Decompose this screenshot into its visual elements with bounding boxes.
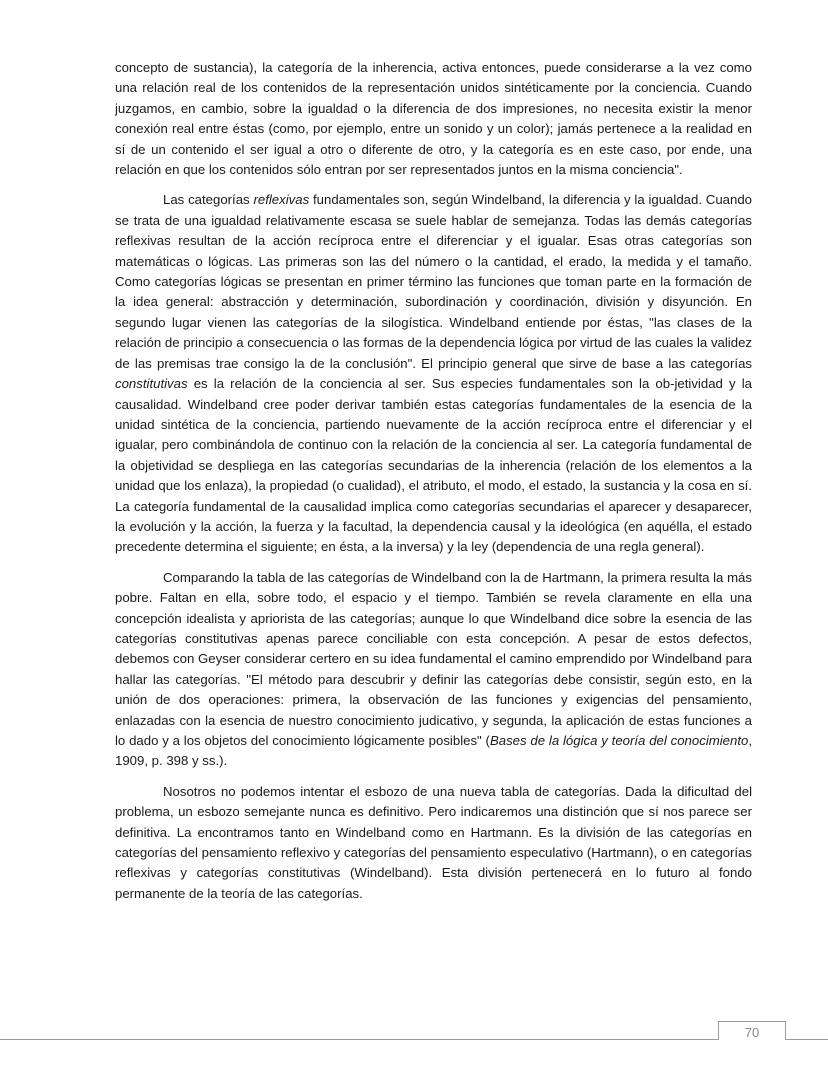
paragraph-2 [115,190,752,557]
paragraph-1-text: concepto de sustancia), la categoría de la inherencia, activa entonces, puede considerarse a la vez como una relación real de los contenidos de la representación unidos sintéticamente por la conciencia. Cuando juzgamos, en cambio, sobre la igualdad o la diferencia de dos impresiones, no necesita existir la menor conexión real entre éstas (como, por ejemplo, entre un sonido y un color); jamás pertenece a la realidad en sí de un contenido el ser igual a otro o diferente de otro, y la categoría es en este caso, por ende, una relación en que los contenidos sólo entran por ser representados juntos en la misma conciencia". [115,60,752,178]
paragraph-2-emphasis-reflexivas: reflexivas [253,192,310,208]
page-number: 70 [718,1021,786,1040]
paragraph-2-text-c: es la relación de la conciencia al ser. Sus especies fundamentales son la ob-jetividad y la causalidad. Windelband cree poder derivar también estas categorías fundamentales de la esencia de la unidad sintética de la conciencia, partiendo nuevamente de la acción recíproca entre el diferenciar y el igualar, pero combinándola de continuo con la relación de la conciencia al ser. La categoría fundamental de la objetividad se despliega en las categorías secundarias de la inherencia (relación de los elementos a la unidad que los enlaza), la propiedad (o cualidad), el atributo, el modo, el estado, la sustancia y la cosa en sí. La categoría fundamental de la causalidad implica como categorías secundarias el aparecer y desaparecer, la evolución y la acción, la fuerza y la facultad, la dependencia causal y la ideológica (en aquélla, el estado precedente determina el siguiente; en ésta, a la inversa) y la ley (dependencia de una regla general). [115,376,752,555]
paragraph-2-text-a: Las categorías [163,192,254,208]
paragraph-3-text-b: , 1909, p. 398 y ss.). [115,733,752,769]
paragraph-1 [115,58,752,180]
paragraph-2-emphasis-constitutivas: constitutivas [115,376,188,392]
paragraph-4-text: Nosotros no podemos intentar el esbozo de una nueva tabla de categorías. Dada la dificultad del problema, un esbozo semejante nunca es definitivo. Pero indicaremos una distinción que sí nos parece ser definitiva. La encontramos tanto en Windelband como en Hartmann. Es la división de las categorías en categorías del pensamiento reflexivo y categorías del pensamiento especulativo (Hartmann), o en categorías reflexivas y categorías constitutivas (Windelband). Esta división pertenecerá en lo futuro al fondo permanente de la teoría de las categorías. [115,783,752,901]
footer-rule [0,1039,828,1040]
page-body-text [115,58,752,914]
paragraph-4 [115,782,752,904]
paragraph-3-emphasis-book-title: Bases de la lógica y teoría del conocimiento [489,733,749,748]
paragraph-3 [115,568,752,772]
paragraph-3-text-a: Comparando la tabla de las categorías de Windelband con la de Hartmann, la primera resulta la más pobre. Faltan en ella, sobre todo, el espacio y el tiempo. También se revela claramente en ella una concepción idealista y apriorista de las categorías; aunque lo que Windelband dice sobre la esencia de las categorías constitutivas apenas parece conciliable con esta concepción. A pesar de estos defectos, debemos con Geyser considerar certero en su idea fundamental el camino emprendido por Windelband para hallar las categorías. "El método para descubrir y definir las categorías debe consistir, según esto, en la unión de dos operaciones: primera, la observación de las funciones y exigencias del pensamiento, enlazadas con la esencia de nuestro conocimiento judicativo, y segunda, la aplicación de estas funciones a lo dado y a los objetos del conocimiento lógicamente posibles" ( [115,569,752,748]
paragraph-2-text-b: fundamentales son, según Windelband, la diferencia y la igualdad. Cuando se trata de una igualdad relativamente escasa se suele hablar de semejanza. Todas las demás categorías reflexivas resultan de la acción recíproca entre el diferenciar y el igualar. Esas otras categorías son matemáticas o lógicas. Las primeras son las del número o la cantidad, el erado, la medida y el tamaño. Como categorías lógicas se presentan en primer término las funciones que toman parte en la formación de la idea general: abstracción y determinación, subordinación y coordinación, división y disyunción. En segundo lugar vienen las categorías de la silogística. Windelband entiende por éstas, "las clases de la relación de principio a consecuencia o las formas de la dependencia lógica por virtud de las cuales la validez de las premisas trae consigo la de la conclusión". El principio general que sirve de base a las categorías [115,192,752,371]
